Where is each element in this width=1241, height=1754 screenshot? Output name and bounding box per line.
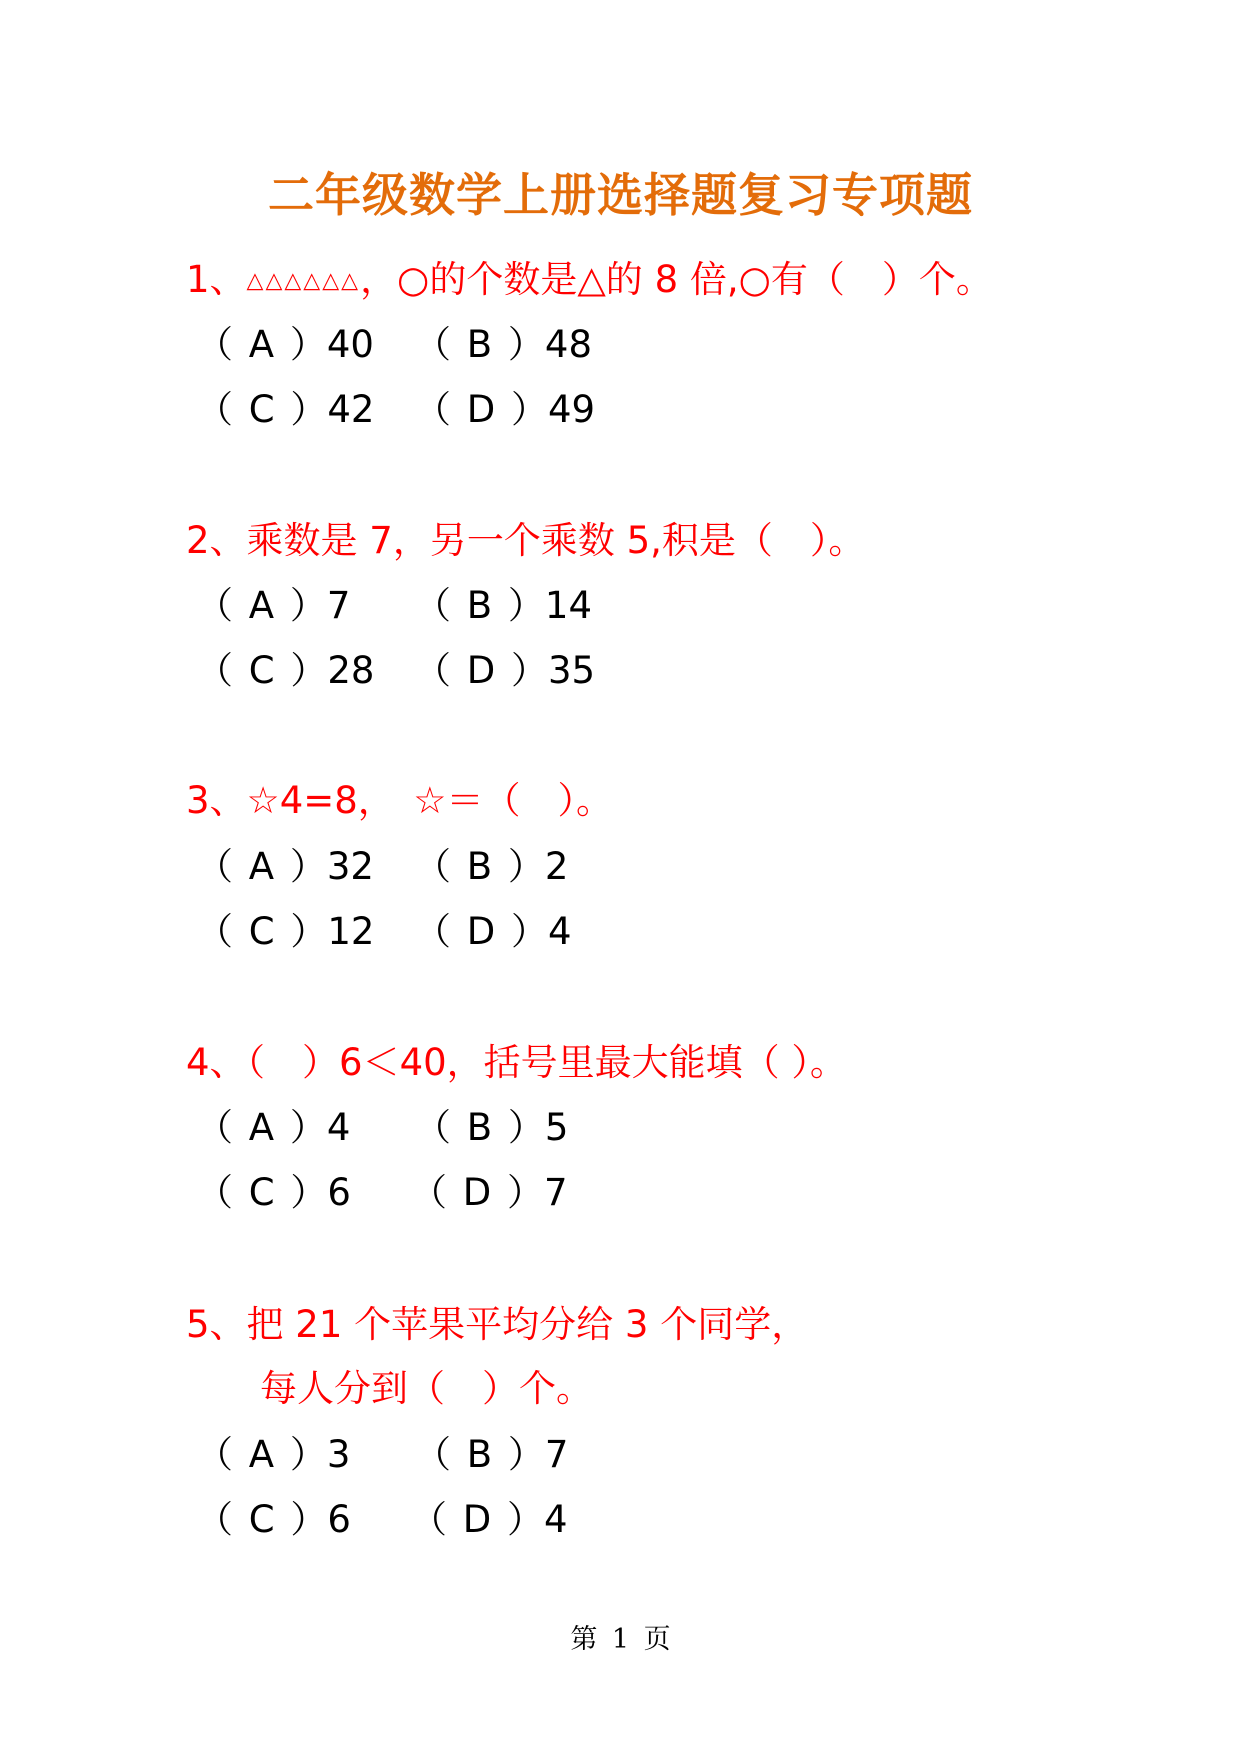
page-title: 二年级数学上册选择题复习专项题 <box>268 168 973 222</box>
option-b: （ B ）7 <box>414 1433 569 1476</box>
question-5 <box>186 1303 808 1412</box>
option-d: （ D ）7 <box>410 1171 568 1214</box>
question-1 <box>186 258 993 302</box>
option-d: （ D ）4 <box>410 1498 568 1541</box>
option-b: （ B ）14 <box>414 584 592 627</box>
triangle-row: △△△△△△ <box>246 268 361 294</box>
question-text: （ ）6＜40，括号里最大能填（ ）。 <box>246 1041 847 1084</box>
question-3 <box>186 779 613 823</box>
question-text: 把 21 个苹果平均分给 3 个同学， <box>246 1303 809 1346</box>
option-a: （ A ）40 <box>196 323 374 366</box>
question-number: 2、 <box>186 519 247 562</box>
option-c: （ C ）42 <box>196 388 375 431</box>
question-text: ☆4=8， ☆＝（ ）。 <box>246 779 613 822</box>
option-d: （ D ）35 <box>414 649 596 692</box>
option-d: （ D ）4 <box>414 910 572 953</box>
option-b: （ B ）5 <box>414 1106 569 1149</box>
option-b: （ B ）2 <box>414 845 569 888</box>
question-number: 5、 <box>186 1303 247 1346</box>
option-d: （ D ）49 <box>414 388 596 431</box>
question-number: 1、 <box>186 258 247 301</box>
option-c: （ C ）6 <box>196 1171 351 1214</box>
option-c: （ C ）12 <box>196 910 375 953</box>
question-4 <box>186 1041 847 1085</box>
question-number: 3、 <box>186 779 247 822</box>
question-text-continued: 每人分到（ ）个。 <box>260 1367 593 1411</box>
option-a: （ A ）32 <box>196 845 374 888</box>
page-number: 第 1 页 <box>570 1624 671 1655</box>
question-text: 乘数是 7，另一个乘数 5,积是（ ）。 <box>246 519 866 562</box>
option-c: （ C ）6 <box>196 1498 351 1541</box>
option-b: （ B ）48 <box>414 323 592 366</box>
question-2 <box>186 519 865 563</box>
option-a: （ A ）7 <box>196 584 351 627</box>
option-c: （ C ）28 <box>196 649 375 692</box>
option-a: （ A ）3 <box>196 1433 351 1476</box>
question-text: ，○的个数是△的 8 倍,○有（ ）个。 <box>360 258 993 301</box>
question-number: 4、 <box>186 1041 247 1084</box>
option-a: （ A ）4 <box>196 1106 351 1149</box>
